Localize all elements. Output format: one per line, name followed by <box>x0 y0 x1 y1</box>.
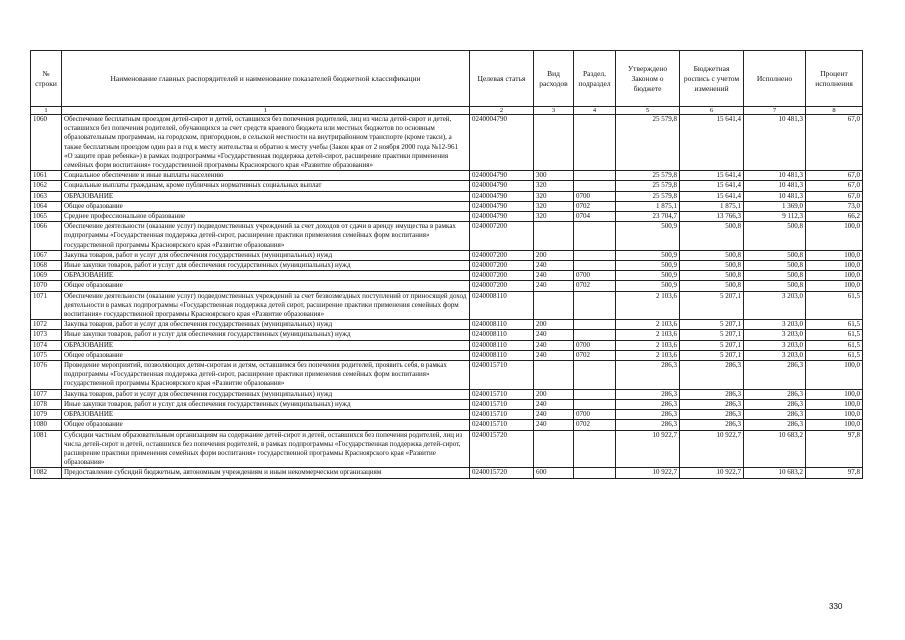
table-row <box>31 361 863 390</box>
row-percent: 67,0 <box>806 115 863 171</box>
row-approved: 25 579,8 <box>616 181 680 191</box>
row-budget-schedule: 500,8 <box>680 281 744 291</box>
row-target-article: 0240007200 <box>470 281 534 291</box>
row-name: Общее образование <box>62 281 470 291</box>
row-expense-type: 320 <box>534 181 574 191</box>
row-budget-schedule: 15 641,4 <box>680 191 744 201</box>
row-target-article: 0240015710 <box>470 389 534 399</box>
table-row <box>31 115 863 171</box>
row-expense-type: 320 <box>534 201 574 211</box>
table-row <box>31 291 863 320</box>
row-name: Обеспечение деятельности (оказание услуг) подведомственных учреждений за счет безвозмездных поступлений от приносящей доход деятельности в рамках подпрограммы «Государственная поддержка детей сирот, расширение практики применения семейных форм воспитания» государственной программы Красноярского края «Развитие образования» <box>62 291 470 320</box>
table-row <box>31 281 863 291</box>
row-budget-schedule: 5 207,1 <box>680 330 744 340</box>
row-percent: 73,0 <box>806 201 863 211</box>
row-name: Социальное обеспечение и иные выплаты населению <box>62 171 470 181</box>
row-name: Закупка товаров, работ и услуг для обеспечения государственных (муниципальных) нужд <box>62 250 470 260</box>
header-name: Наименование главных распорядителей и наименование показателей бюджетной классификации <box>62 51 470 107</box>
table-row <box>31 350 863 360</box>
row-number: 1061 <box>31 171 62 181</box>
row-executed: 500,8 <box>744 281 806 291</box>
table-row <box>31 320 863 330</box>
row-percent: 61,5 <box>806 291 863 320</box>
row-executed: 10 683,2 <box>744 468 806 478</box>
column-number: 6 <box>680 107 744 115</box>
row-executed: 10 481,3 <box>744 115 806 171</box>
row-number: 1066 <box>31 222 62 251</box>
row-percent: 97,8 <box>806 468 863 478</box>
table-row <box>31 399 863 409</box>
row-expense-type: 240 <box>534 271 574 281</box>
table-row <box>31 420 863 430</box>
row-percent: 100,0 <box>806 222 863 251</box>
row-number: 1071 <box>31 291 62 320</box>
row-expense-type <box>534 222 574 251</box>
column-number: 5 <box>616 107 680 115</box>
row-section <box>574 468 616 478</box>
row-name: Общее образование <box>62 350 470 360</box>
row-percent: 61,5 <box>806 320 863 330</box>
row-section: 0702 <box>574 281 616 291</box>
row-number: 1068 <box>31 261 62 271</box>
row-number: 1078 <box>31 399 62 409</box>
row-name: ОБРАЗОВАНИЕ <box>62 410 470 420</box>
row-budget-schedule: 500,8 <box>680 222 744 251</box>
column-number: 7 <box>744 107 806 115</box>
row-target-article: 0240007200 <box>470 222 534 251</box>
row-target-article: 0240015720 <box>470 468 534 478</box>
table-row <box>31 250 863 260</box>
row-section <box>574 361 616 390</box>
row-name: Предоставление субсидий бюджетным, автономным учреждениям и иным некоммерческим организациям <box>62 468 470 478</box>
row-approved: 10 922,7 <box>616 430 680 468</box>
row-target-article: 0240004790 <box>470 171 534 181</box>
row-number: 1065 <box>31 212 62 222</box>
row-executed: 3 203,0 <box>744 291 806 320</box>
row-number: 1072 <box>31 320 62 330</box>
row-number: 1077 <box>31 389 62 399</box>
row-approved: 10 922,7 <box>616 468 680 478</box>
row-executed: 500,8 <box>744 271 806 281</box>
row-percent: 66,2 <box>806 212 863 222</box>
row-expense-type <box>534 430 574 468</box>
row-approved: 500,9 <box>616 250 680 260</box>
row-executed: 3 203,0 <box>744 350 806 360</box>
row-target-article: 0240008110 <box>470 291 534 320</box>
header-budget-schedule: Бюджетная роспись с учетом изменений <box>680 51 744 107</box>
row-name: Иные закупки товаров, работ и услуг для обеспечения государственных (муниципальных) нужд <box>62 330 470 340</box>
row-target-article: 0240015720 <box>470 430 534 468</box>
row-number: 1080 <box>31 420 62 430</box>
row-section <box>574 399 616 409</box>
row-number: 1082 <box>31 468 62 478</box>
row-expense-type: 240 <box>534 261 574 271</box>
row-expense-type: 240 <box>534 410 574 420</box>
row-target-article: 0240015710 <box>470 410 534 420</box>
row-section <box>574 181 616 191</box>
row-section: 0700 <box>574 410 616 420</box>
row-approved: 2 103,6 <box>616 291 680 320</box>
row-section: 0700 <box>574 191 616 201</box>
row-target-article: 0240004790 <box>470 212 534 222</box>
row-percent: 100,0 <box>806 389 863 399</box>
row-approved: 286,3 <box>616 399 680 409</box>
row-budget-schedule: 13 766,3 <box>680 212 744 222</box>
row-percent: 67,0 <box>806 181 863 191</box>
row-budget-schedule: 15 641,4 <box>680 115 744 171</box>
row-name: Закупка товаров, работ и услуг для обеспечения государственных (муниципальных) нужд <box>62 389 470 399</box>
row-approved: 286,3 <box>616 410 680 420</box>
row-expense-type: 600 <box>534 468 574 478</box>
row-target-article: 0240015710 <box>470 361 534 390</box>
column-number-row <box>31 107 863 115</box>
row-section <box>574 320 616 330</box>
table-row <box>31 430 863 468</box>
row-number: 1062 <box>31 181 62 191</box>
row-expense-type: 240 <box>534 350 574 360</box>
row-approved: 286,3 <box>616 420 680 430</box>
row-number: 1074 <box>31 340 62 350</box>
row-executed: 3 203,0 <box>744 330 806 340</box>
row-percent: 100,0 <box>806 281 863 291</box>
row-approved: 1 875,1 <box>616 201 680 211</box>
row-expense-type: 240 <box>534 420 574 430</box>
row-budget-schedule: 286,3 <box>680 399 744 409</box>
row-target-article: 0240004790 <box>470 191 534 201</box>
table-row <box>31 191 863 201</box>
row-target-article: 0240015710 <box>470 399 534 409</box>
row-name: Иные закупки товаров, работ и услуг для обеспечения государственных (муниципальных) нужд <box>62 261 470 271</box>
column-number: 1 <box>31 107 62 115</box>
row-number: 1070 <box>31 281 62 291</box>
row-percent: 100,0 <box>806 410 863 420</box>
row-percent: 61,5 <box>806 350 863 360</box>
row-section: 0704 <box>574 212 616 222</box>
row-percent: 67,0 <box>806 191 863 201</box>
row-executed: 3 203,0 <box>744 340 806 350</box>
row-target-article: 0240007200 <box>470 250 534 260</box>
row-number: 1060 <box>31 115 62 171</box>
row-percent: 61,5 <box>806 330 863 340</box>
row-section <box>574 291 616 320</box>
row-budget-schedule: 5 207,1 <box>680 340 744 350</box>
row-approved: 2 103,6 <box>616 350 680 360</box>
row-name: Общее образование <box>62 201 470 211</box>
row-name: ОБРАЗОВАНИЕ <box>62 191 470 201</box>
row-approved: 500,9 <box>616 281 680 291</box>
row-percent: 100,0 <box>806 261 863 271</box>
table-row <box>31 212 863 222</box>
row-approved: 2 103,6 <box>616 340 680 350</box>
row-name: Проведение мероприятий, позволяющих детям-сиротам и детям, оставшимся без попечения родителей, проявить себя, в рамках подпрограммы «Государственная поддержка детей-сирот, расширение практики применения семейных форм воспитания» государственной программы Красноярского края «Развитие образования» <box>62 361 470 390</box>
row-section <box>574 330 616 340</box>
row-executed: 286,3 <box>744 410 806 420</box>
row-target-article: 0240015710 <box>470 420 534 430</box>
row-budget-schedule: 500,8 <box>680 250 744 260</box>
row-expense-type: 240 <box>534 399 574 409</box>
row-budget-schedule: 286,3 <box>680 420 744 430</box>
row-name: Среднее профессиональное образование <box>62 212 470 222</box>
column-number: 4 <box>574 107 616 115</box>
table-row <box>31 201 863 211</box>
row-name: Закупка товаров, работ и услуг для обеспечения государственных (муниципальных) нужд <box>62 320 470 330</box>
row-expense-type: 240 <box>534 340 574 350</box>
row-budget-schedule: 5 207,1 <box>680 320 744 330</box>
row-budget-schedule: 286,3 <box>680 389 744 399</box>
row-expense-type: 320 <box>534 212 574 222</box>
row-number: 1067 <box>31 250 62 260</box>
row-approved: 2 103,6 <box>616 330 680 340</box>
row-budget-schedule: 286,3 <box>680 410 744 420</box>
row-executed: 10 481,3 <box>744 171 806 181</box>
row-expense-type: 300 <box>534 171 574 181</box>
row-section <box>574 222 616 251</box>
table-row <box>31 171 863 181</box>
row-executed: 286,3 <box>744 420 806 430</box>
table-row <box>31 222 863 251</box>
row-percent: 100,0 <box>806 271 863 281</box>
row-expense-type <box>534 361 574 390</box>
row-number: 1069 <box>31 271 62 281</box>
row-section <box>574 389 616 399</box>
row-section: 0702 <box>574 350 616 360</box>
row-budget-schedule: 1 875,1 <box>680 201 744 211</box>
header-row-number: № строки <box>31 51 62 107</box>
row-number: 1075 <box>31 350 62 360</box>
column-number: 8 <box>806 107 863 115</box>
row-budget-schedule: 15 641,4 <box>680 171 744 181</box>
header-percent: Процент исполнения <box>806 51 863 107</box>
header-target-article: Целевая статья <box>470 51 534 107</box>
row-number: 1063 <box>31 191 62 201</box>
row-name: Социальные выплаты гражданам, кроме публичных нормативных социальных выплат <box>62 181 470 191</box>
row-percent: 100,0 <box>806 420 863 430</box>
row-expense-type <box>534 115 574 171</box>
row-executed: 9 112,3 <box>744 212 806 222</box>
row-section <box>574 171 616 181</box>
row-section: 0702 <box>574 420 616 430</box>
row-percent: 100,0 <box>806 361 863 390</box>
row-number: 1064 <box>31 201 62 211</box>
row-percent: 100,0 <box>806 250 863 260</box>
row-budget-schedule: 286,3 <box>680 361 744 390</box>
row-percent: 97,8 <box>806 430 863 468</box>
row-executed: 500,8 <box>744 250 806 260</box>
row-executed: 1 369,0 <box>744 201 806 211</box>
row-executed: 10 481,3 <box>744 191 806 201</box>
budget-table <box>30 50 863 479</box>
header-approved: Утверждено Законом о бюджете <box>616 51 680 107</box>
table-row <box>31 181 863 191</box>
row-executed: 500,8 <box>744 261 806 271</box>
row-name: Обеспечение бесплатным проездом детей-сирот и детей, оставшихся без попечения родителей, лиц из числа детей-сирот и детей, оставшихся без попечения родителей, обучающихся за счет средств краевого бюджета или местных бюджетов по основным образовательным программам, на городском, пригородном, в сельской местности на внутрирайонном транспорте (кроме такси), а также бесплатным проездом один раз в год к месту жительства и обратно к месту учебы (Закон края от 2 ноября 2000 года №12-961 «О защите прав ребенка») в рамках подпрограммы «Государственная поддержка детей-сирот, расширение практики применения семейных форм воспитания» государственной программы Красноярского края «Развитие образования» <box>62 115 470 171</box>
row-expense-type <box>534 291 574 320</box>
row-approved: 25 579,8 <box>616 171 680 181</box>
row-percent: 100,0 <box>806 399 863 409</box>
row-name: ОБРАЗОВАНИЕ <box>62 271 470 281</box>
row-name: ОБРАЗОВАНИЕ <box>62 340 470 350</box>
row-executed: 286,3 <box>744 389 806 399</box>
row-approved: 286,3 <box>616 389 680 399</box>
row-expense-type: 200 <box>534 320 574 330</box>
row-percent: 67,0 <box>806 171 863 181</box>
row-target-article: 0240008110 <box>470 340 534 350</box>
row-target-article: 0240007200 <box>470 261 534 271</box>
row-section: 0702 <box>574 201 616 211</box>
row-approved: 2 103,6 <box>616 320 680 330</box>
row-executed: 500,8 <box>744 222 806 251</box>
row-approved: 500,9 <box>616 261 680 271</box>
row-budget-schedule: 5 207,1 <box>680 350 744 360</box>
row-name: Субсидии частным образовательным организациям на содержание детей-сирот и детей, оставшихся без попечения родителей, лиц из числа детей-сирот и детей, оставшихся без попечения родителей, в рамках подпрограммы «Государственная поддержка детей-сирот, расширение практики применения семейных форм воспитания» государственной программы Красноярского края «Развитие образования» <box>62 430 470 468</box>
header-executed: Исполнено <box>744 51 806 107</box>
row-name: Обеспечение деятельности (оказание услуг) подведомственных учреждений за счет доходов от сдачи в аренду имущества в рамках подпрограммы «Государственная поддержка детей-сирот, расширение практики применения семейных форм воспитания» государственной программы Красноярского края «Развитие образования» <box>62 222 470 251</box>
row-section: 0700 <box>574 271 616 281</box>
row-expense-type: 240 <box>534 330 574 340</box>
row-budget-schedule: 10 922,7 <box>680 430 744 468</box>
row-section <box>574 115 616 171</box>
row-target-article: 0240008110 <box>470 320 534 330</box>
row-number: 1076 <box>31 361 62 390</box>
table-row <box>31 410 863 420</box>
row-target-article: 0240004790 <box>470 181 534 191</box>
row-approved: 23 704,7 <box>616 212 680 222</box>
row-expense-type: 320 <box>534 191 574 201</box>
row-section: 0700 <box>574 340 616 350</box>
table-row <box>31 340 863 350</box>
row-executed: 10 481,3 <box>744 181 806 191</box>
row-target-article: 0240008110 <box>470 350 534 360</box>
row-executed: 286,3 <box>744 399 806 409</box>
row-budget-schedule: 500,8 <box>680 271 744 281</box>
row-executed: 286,3 <box>744 361 806 390</box>
row-section <box>574 261 616 271</box>
row-expense-type: 200 <box>534 250 574 260</box>
table-row <box>31 330 863 340</box>
row-approved: 500,9 <box>616 271 680 281</box>
row-target-article: 0240007200 <box>470 271 534 281</box>
row-expense-type: 200 <box>534 389 574 399</box>
row-executed: 10 683,2 <box>744 430 806 468</box>
row-approved: 25 579,8 <box>616 115 680 171</box>
header-expense-type: Вид расходов <box>534 51 574 107</box>
table-header-row <box>31 51 863 107</box>
column-number: 1 <box>62 107 470 115</box>
row-expense-type: 240 <box>534 281 574 291</box>
row-percent: 61,5 <box>806 340 863 350</box>
row-number: 1073 <box>31 330 62 340</box>
row-name: Общее образование <box>62 420 470 430</box>
row-approved: 286,3 <box>616 361 680 390</box>
header-section: Раздел, подраздел <box>574 51 616 107</box>
row-budget-schedule: 10 922,7 <box>680 468 744 478</box>
row-section <box>574 250 616 260</box>
row-name: Иные закупки товаров, работ и услуг для обеспечения государственных (муниципальных) нужд <box>62 399 470 409</box>
column-number: 3 <box>534 107 574 115</box>
row-number: 1079 <box>31 410 62 420</box>
row-number: 1081 <box>31 430 62 468</box>
table-row <box>31 468 863 478</box>
page-number: 330 <box>829 602 843 611</box>
row-target-article: 0240004790 <box>470 201 534 211</box>
row-approved: 500,9 <box>616 222 680 251</box>
table-row <box>31 261 863 271</box>
row-budget-schedule: 5 207,1 <box>680 291 744 320</box>
row-budget-schedule: 15 641,4 <box>680 181 744 191</box>
column-number: 2 <box>470 107 534 115</box>
row-approved: 25 579,8 <box>616 191 680 201</box>
row-target-article: 0240008110 <box>470 330 534 340</box>
row-section <box>574 430 616 468</box>
row-executed: 3 203,0 <box>744 320 806 330</box>
row-budget-schedule: 500,8 <box>680 261 744 271</box>
table-row <box>31 389 863 399</box>
row-target-article: 0240004790 <box>470 115 534 171</box>
table-row <box>31 271 863 281</box>
